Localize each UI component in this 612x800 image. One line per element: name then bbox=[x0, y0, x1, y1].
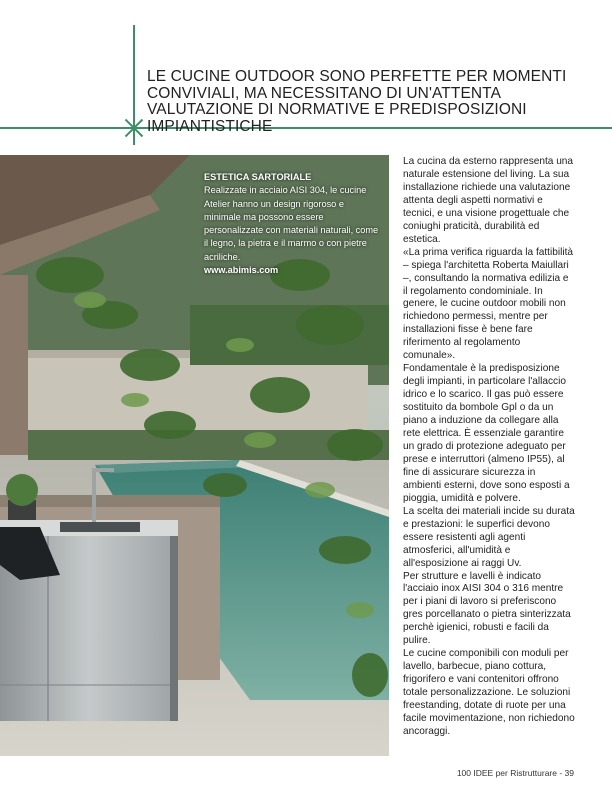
body-paragraph: Le cucine componibili con moduli per lavello, barbecue, piano cottura, frigorifero e vani contenitori offrono totale personalizzazione. Le soluzioni freestanding, dotate di ruote per una facile movimentazione, non richiedono ancoraggi. bbox=[403, 648, 575, 737]
body-paragraph: Fondamentale è la predisposizione degli impianti, in particolare l'allaccio idrico e lo scarico. Il gas può essere sostituito da bombole Gpl o da un piano a induzione da collegare alla rete elettrica. È essenziale garantire un grado di protezione adeguato per prese e interruttori (almeno IP55), al fine di assicurare sicurezza in ambienti esterni, dove sono esposti a pioggia, umidità e polvere. bbox=[403, 363, 570, 504]
article-body bbox=[403, 156, 575, 739]
caption-title: ESTETICA SARTORIALE bbox=[204, 172, 312, 182]
header-cross-mark bbox=[124, 118, 144, 138]
headline: LE CUCINE OUTDOOR SONO PERFETTE PER MOMENTI CONVIVIALI, MA NECESSITANO DI UN'ATTENTA VALUTAZIONE DI NORMATIVE E PREDISPOSIZIONI IMPIANTISTICHE bbox=[147, 68, 567, 135]
body-paragraph: La cucina da esterno rappresenta una naturale estensione del living. La sua installazione richiede una valutazione attenta degli aspetti normativi e tecnici, e una visione progettuale che coniughi praticità, durabilità ed estetica. bbox=[403, 156, 574, 245]
body-paragraph: «La prima verifica riguarda la fattibilità – spiega l'architetta Roberta Maiullari –, consultando la normativa edilizia e il regolamento condominiale. In genere, le cucine outdoor mobili non richiedono permessi, mentre per installazioni fisse è bene fare riferimento al regolamento comunale». bbox=[403, 246, 573, 362]
body-paragraph: La scelta dei materiali incide su durata e prestazioni: le superfici devono essere resistenti agli agenti atmosferici, all'umidità e all'esposizione ai raggi Uv. bbox=[403, 505, 575, 569]
body-paragraph: Per strutture e lavelli è indicato l'acciaio inox AISI 304 o 316 mentre per i piani di lavoro si preferiscono gres porcellanato o pietra sinterizzata perchè igienici, robusti e facili da pulire. bbox=[403, 570, 571, 647]
caption-website-link[interactable]: www.abimis.com bbox=[204, 265, 279, 276]
photo-caption bbox=[204, 171, 382, 277]
caption-text: Realizzate in acciaio AISI 304, le cucine Atelier hanno un design rigoroso e minimale ma possono essere personalizzate con materiali naturali, come il legno, la pietra e il marmo o con pietre acriliche. bbox=[204, 185, 379, 262]
page-folio: 100 IDEE per Ristrutturare - 39 bbox=[456, 768, 574, 778]
